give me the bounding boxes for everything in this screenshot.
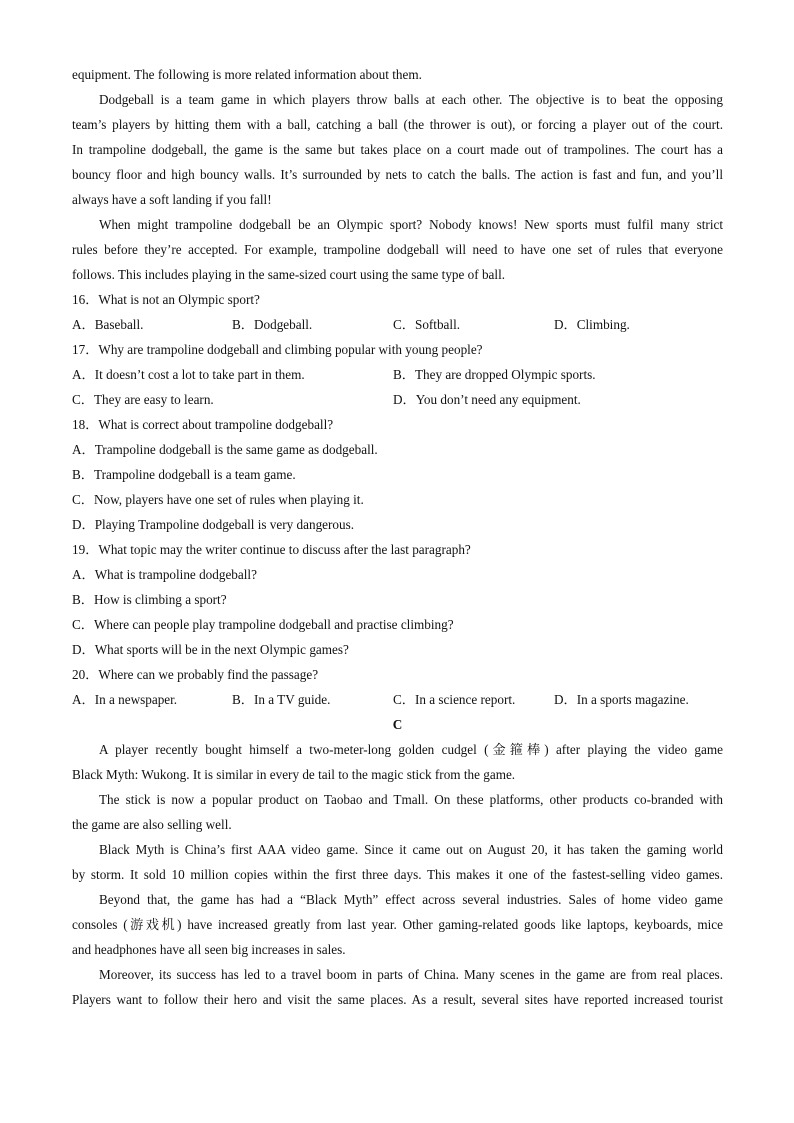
option-d: D．You don’t need any equipment. bbox=[393, 392, 581, 407]
passage-line: Black Myth: Wukong. It is similar in every de tail to the magic stick from the game. bbox=[72, 767, 516, 782]
option-c: C．Where can people play trampoline dodgeball and practise climbing? bbox=[72, 617, 454, 632]
passage-line: Moreover, its success has led to a travel boom in parts of China. Many scenes in the game are from real places. bbox=[99, 967, 723, 982]
option-c: C．Now, players have one set of rules when playing it. bbox=[72, 492, 364, 507]
document-page bbox=[72, 62, 723, 1012]
passage-line: When might trampoline dodgeball be an Olympic sport? Nobody knows! New sports must fulfil many strict bbox=[99, 217, 723, 232]
question-16-options bbox=[72, 312, 723, 337]
passage-line: rules before they’re accepted. For example, trampoline dodgeball will need to have one set of rules that everyone bbox=[72, 242, 723, 257]
option-d: D．What sports will be in the next Olympic games? bbox=[72, 642, 349, 657]
question-20-options bbox=[72, 687, 723, 712]
option-a: A．Baseball. bbox=[72, 317, 144, 332]
option-a: A．In a newspaper. bbox=[72, 692, 178, 707]
passage-line: equipment. The following is more related information about them. bbox=[72, 67, 422, 82]
question-17-stem: 17．Why are trampoline dodgeball and climbing popular with young people? bbox=[72, 342, 483, 357]
option-a: A．Trampoline dodgeball is the same game as dodgeball. bbox=[72, 442, 378, 457]
question-17-options-row1 bbox=[72, 362, 723, 387]
passage-line: bouncy floor and high bouncy walls. It’s surrounded by nets to catch the balls. The action is fast and fun, and you’ll bbox=[72, 167, 723, 182]
passage-line: Dodgeball is a team game in which players throw balls at each other. The objective is to beat the opposing bbox=[99, 92, 723, 107]
option-b: B．In a TV guide. bbox=[232, 692, 331, 707]
passage-line: Beyond that, the game has had a “Black Myth” effect across several industries. Sales of home video game bbox=[99, 892, 723, 907]
passage-line: Black Myth is China’s first AAA video game. Since it came out on August 20, it has taken the gaming world bbox=[99, 842, 723, 857]
option-b: B．How is climbing a sport? bbox=[72, 592, 227, 607]
question-18-stem: 18．What is correct about trampoline dodgeball? bbox=[72, 417, 334, 432]
option-d: D．In a sports magazine. bbox=[554, 692, 689, 707]
section-heading: C bbox=[392, 717, 403, 732]
passage-line: by storm. It sold 10 million copies within the first three days. This makes it one of the fastest-selling video games. bbox=[72, 867, 723, 882]
question-16-stem: 16．What is not an Olympic sport? bbox=[72, 292, 260, 307]
option-b: B．Trampoline dodgeball is a team game. bbox=[72, 467, 296, 482]
question-20-stem: 20．Where can we probably find the passage? bbox=[72, 667, 319, 682]
option-b: B．They are dropped Olympic sports. bbox=[393, 367, 596, 382]
question-19-stem: 19．What topic may the writer continue to discuss after the last paragraph? bbox=[72, 542, 471, 557]
passage-line: The stick is now a popular product on Taobao and Tmall. On these platforms, other products co-branded with bbox=[99, 792, 723, 807]
option-c: C．Softball. bbox=[393, 317, 461, 332]
option-d: D．Playing Trampoline dodgeball is very dangerous. bbox=[72, 517, 355, 532]
option-a: A．What is trampoline dodgeball? bbox=[72, 567, 257, 582]
passage-line: always have a soft landing if you fall! bbox=[72, 192, 272, 207]
passage-line: consoles (游戏机) have increased greatly from last year. Other gaming-related goods like laptops, keyboards, mice bbox=[72, 917, 723, 932]
passage-line: In trampoline dodgeball, the game is the same but takes place on a court made out of trampolines. The court has a bbox=[72, 142, 723, 157]
passage-line: Players want to follow their hero and visit the same places. As a result, several sites have reported increased tourist bbox=[72, 992, 723, 1007]
passage-line: A player recently bought himself a two-meter-long golden cudgel (金箍棒) after playing the video game bbox=[99, 742, 723, 757]
option-b: B．Dodgeball. bbox=[232, 317, 313, 332]
option-d: D．Climbing. bbox=[554, 317, 630, 332]
option-c: C．In a science report. bbox=[393, 692, 516, 707]
passage-line: and headphones have all seen big increases in sales. bbox=[72, 942, 346, 957]
passage-line: follows. This includes playing in the same-sized court using the same type of ball. bbox=[72, 267, 506, 282]
passage-line: the game are also selling well. bbox=[72, 817, 232, 832]
question-17-options-row2 bbox=[72, 387, 723, 412]
option-c: C．They are easy to learn. bbox=[72, 392, 214, 407]
passage-line: team’s players by hitting them with a ball, catching a ball (the thrower is out), or forcing a player out of the court. bbox=[72, 117, 723, 132]
option-a: A．It doesn’t cost a lot to take part in them. bbox=[72, 367, 305, 382]
